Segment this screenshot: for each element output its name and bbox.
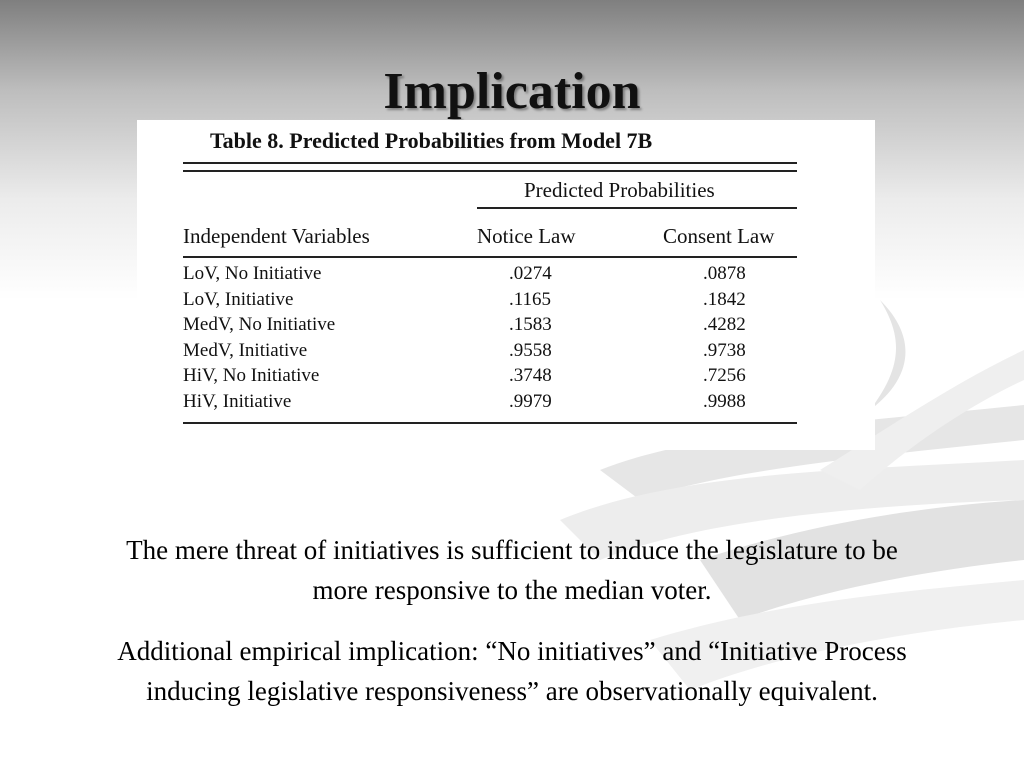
- header-independent-variables: Independent Variables: [183, 224, 370, 248]
- body-paragraph-1: The mere threat of initiatives is sufficient to induce the legislature to be more responsive to the median voter.: [126, 535, 898, 605]
- table-row: [183, 340, 803, 366]
- table-row: [183, 314, 803, 340]
- group-header-rule: [477, 207, 797, 209]
- consent-law-value: .4282: [703, 314, 746, 335]
- header-notice-law: Notice Law: [477, 224, 576, 248]
- notice-law-value: .9979: [509, 390, 552, 412]
- notice-law-value: .9558: [509, 339, 552, 361]
- body-paragraph-2: Additional empirical implication: “No initiatives” and “Initiative Process inducing legislative responsiveness” are observationally equivalent.: [117, 636, 907, 706]
- row-label: MedV, Initiative: [183, 339, 308, 361]
- table-top-rule-1: [183, 162, 797, 164]
- notice-law-value: .1165: [509, 288, 552, 310]
- table-row: [183, 365, 803, 391]
- header-rule: [183, 256, 797, 258]
- slide-title: Implication: [383, 63, 641, 120]
- table-row: [183, 263, 803, 289]
- notice-law-value: .3748: [509, 365, 552, 386]
- consent-law-value: .9738: [703, 339, 746, 361]
- table-bottom-rule: [183, 422, 797, 424]
- predicted-probabilities-table: [137, 120, 875, 450]
- row-label: LoV, No Initiative: [183, 263, 322, 284]
- consent-law-value: .0878: [703, 263, 746, 284]
- table-top-rule-2: [183, 170, 797, 172]
- consent-law-value: .1842: [703, 288, 746, 310]
- table-row: [183, 289, 803, 315]
- notice-law-value: .1583: [509, 314, 552, 335]
- row-label: MedV, No Initiative: [183, 314, 336, 335]
- row-label: LoV, Initiative: [183, 288, 294, 310]
- consent-law-value: .9988: [703, 390, 746, 412]
- header-consent-law: Consent Law: [663, 224, 775, 248]
- group-header: Predicted Probabilities: [524, 178, 715, 202]
- notice-law-value: .0274: [509, 263, 552, 284]
- row-label: HiV, Initiative: [183, 390, 292, 412]
- row-label: HiV, No Initiative: [183, 365, 320, 386]
- consent-law-value: .7256: [703, 365, 746, 386]
- table-caption: Table 8. Predicted Probabilities from Model 7B: [210, 128, 653, 153]
- table-row: [183, 391, 803, 417]
